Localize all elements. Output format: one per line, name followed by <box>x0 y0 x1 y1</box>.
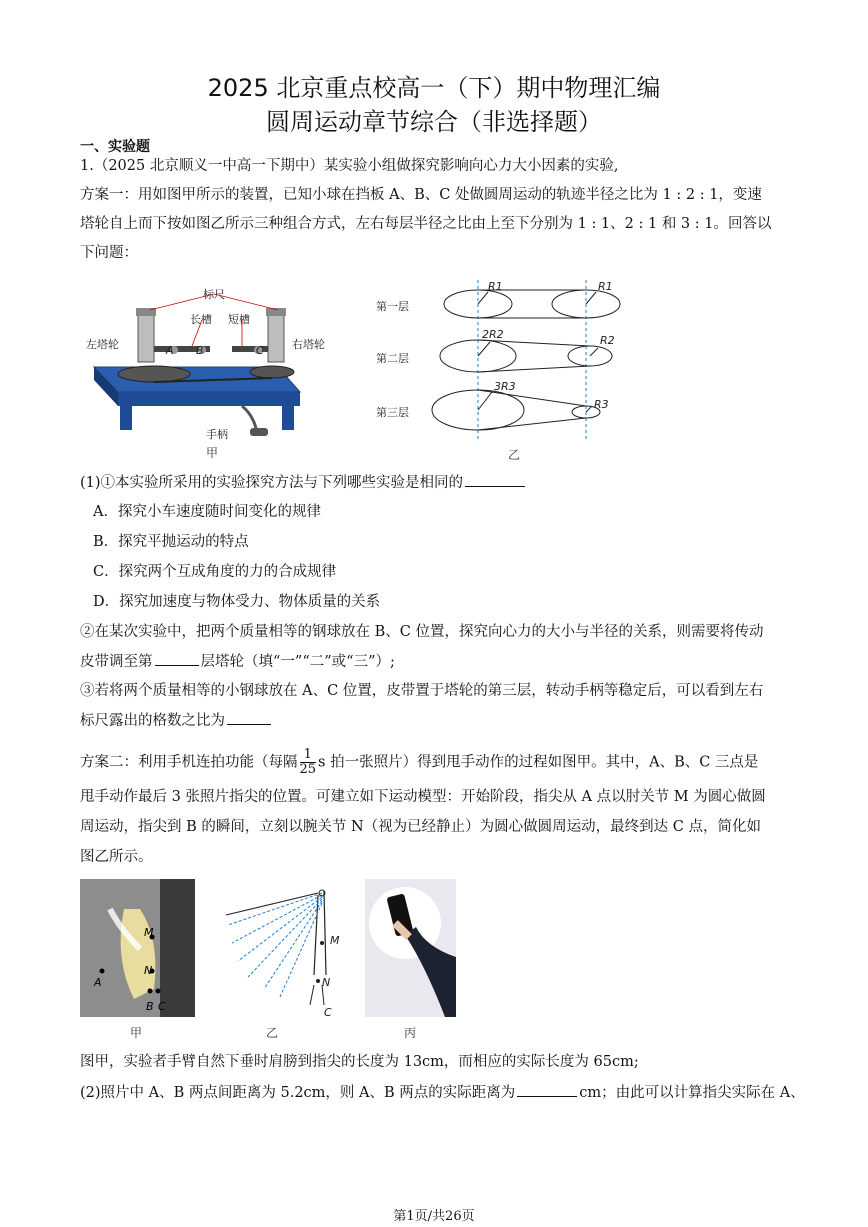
photo-label-c: C <box>158 1000 166 1013</box>
apparatus-figure <box>82 282 312 462</box>
question-intro: 1.（2025 北京顺义一中高一下期中）某实验小组做探究影响向心力大小因素的实验, <box>80 158 619 174</box>
photo-label-m: M <box>144 926 154 939</box>
label-biaochi: 标尺 <box>203 288 225 301</box>
label-layer3: 第三层 <box>376 406 409 419</box>
answer-blank-2[interactable] <box>155 651 199 666</box>
photo-caption-bing: 丙 <box>404 1026 417 1040</box>
subquestion-1-2-line1: ②在某次实验中，把两个质量相等的钢球放在 B、C 位置，探究向心力的大小与半径的关系，则需要将传动 <box>80 624 764 640</box>
phone-photo <box>365 879 456 1017</box>
interval-fraction: $\frac{1}{25}$ <box>299 747 317 777</box>
subquestion-1-2-line2: 皮带调至第 层塔轮（填“一”“二”或“三”）; <box>80 651 792 672</box>
scheme2-line2: 甩手动作最后 3 张照片指尖的位置。可建立如下运动模型：开始阶段，指尖从 A 点以肘关节 M 为圆心做圆 <box>80 789 766 805</box>
subquestion-1-3-line1: ③若将两个质量相等的小钢球放在 A、C 位置，皮带置于塔轮的第三层，转动手柄等稳定后，可以看到左右 <box>80 683 764 699</box>
scheme2-line3: 周运动，指尖到 B 的瞬间，立刻以腕关节 N（视为已经静止）为圆心做圆周运动，最终到达 C 点，简化如 <box>80 819 761 835</box>
label-b: B <box>196 344 204 357</box>
arm-model-diagram <box>214 885 344 1020</box>
label-layer2: 第二层 <box>376 352 409 365</box>
measurement-note: 图甲，实验者手臂自然下垂时肩膀到指尖的长度为 13cm，而相应的实际长度为 65cm; <box>80 1054 639 1070</box>
label-r2-right: R2 <box>600 334 615 347</box>
subquestion-1-3-line2: 标尺露出的格数之比为 <box>80 710 792 731</box>
option-b: B．探究平抛运动的特点 <box>93 534 249 550</box>
page-subtitle: 圆周运动章节综合（非选择题） <box>266 108 602 136</box>
figure-caption-yi: 乙 <box>508 448 521 462</box>
subquestion-2: (2)照片中 A、B 两点间距离为 5.2cm，则 A、B 两点的实际距离为 cm；由此可以计算指尖实际在 A、 <box>80 1082 792 1103</box>
answer-blank-3[interactable] <box>227 710 271 725</box>
photo-label-n: N <box>144 964 153 977</box>
option-d: D．探究加速度与物体受力、物体质量的关系 <box>93 594 381 610</box>
page-footer: 第1页/共26页 <box>393 1209 475 1224</box>
label-right-wheel: 右塔轮 <box>292 338 325 351</box>
label-r1-left: R1 <box>488 280 503 293</box>
photo-caption-jia: 甲 <box>130 1026 143 1040</box>
scheme2-line4: 图乙所示。 <box>80 849 153 865</box>
option-a: A．探究小车速度随时间变化的规律 <box>93 504 321 520</box>
page-title: 2025 北京重点校高一（下）期中物理汇编 <box>207 74 661 102</box>
pulley-layers-figure <box>430 276 630 448</box>
label-r3-right: R3 <box>594 398 609 411</box>
label-duancao: 短槽 <box>228 313 250 326</box>
table-front <box>118 392 300 406</box>
option-c: C．探究两个互成角度的力的合成规律 <box>93 564 337 580</box>
label-changcao: 长槽 <box>190 313 212 326</box>
photo-label-b: B <box>146 1000 154 1013</box>
label-r1-right: R1 <box>598 280 613 293</box>
answer-blank-1[interactable] <box>465 472 525 487</box>
model-label-m: M <box>330 934 340 947</box>
scheme2-line1: 方案二：利用手机连拍功能（每隔 $\frac{1}{25}$ s 拍一张照片）得到甩手动作的过程如图甲。其中，A、B、C 三点是 <box>80 747 759 777</box>
section-heading: 一、实验题 <box>80 139 150 155</box>
scheme1-line2: 塔轮自上而下按如图乙所示三种组合方式，左右每层半径之比由上至下分别为 1 : 1、2 : 1 和 3 : 1。回答以 <box>80 216 772 232</box>
label-c: C <box>256 344 264 357</box>
model-label-c: C <box>324 1006 332 1019</box>
scheme1-line3: 下问题： <box>80 245 138 261</box>
label-a: A <box>166 344 174 357</box>
scheme1-line1: 方案一：用如图甲所示的装置，已知小球在挡板 A、B、C 处做圆周运动的轨迹半径之比为 1 : 2 : 1，变速 <box>80 187 762 203</box>
label-r2-left: 2R2 <box>482 328 504 341</box>
label-left-wheel: 左塔轮 <box>86 338 119 351</box>
photo-label-a: A <box>94 976 102 989</box>
label-layer1: 第一层 <box>376 300 409 313</box>
subquestion-1-1: (1)①本实验所采用的实验探究方法与下列哪些实验是相同的 <box>80 472 792 493</box>
label-handle: 手柄 <box>206 428 228 441</box>
model-label-n: N <box>322 976 331 989</box>
label-r3-left: 3R3 <box>494 380 516 393</box>
photo-hand-motion <box>80 879 195 1017</box>
figure-caption-jia: 甲 <box>206 446 219 460</box>
model-caption-yi: 乙 <box>266 1026 279 1040</box>
answer-blank-4[interactable] <box>517 1082 577 1097</box>
